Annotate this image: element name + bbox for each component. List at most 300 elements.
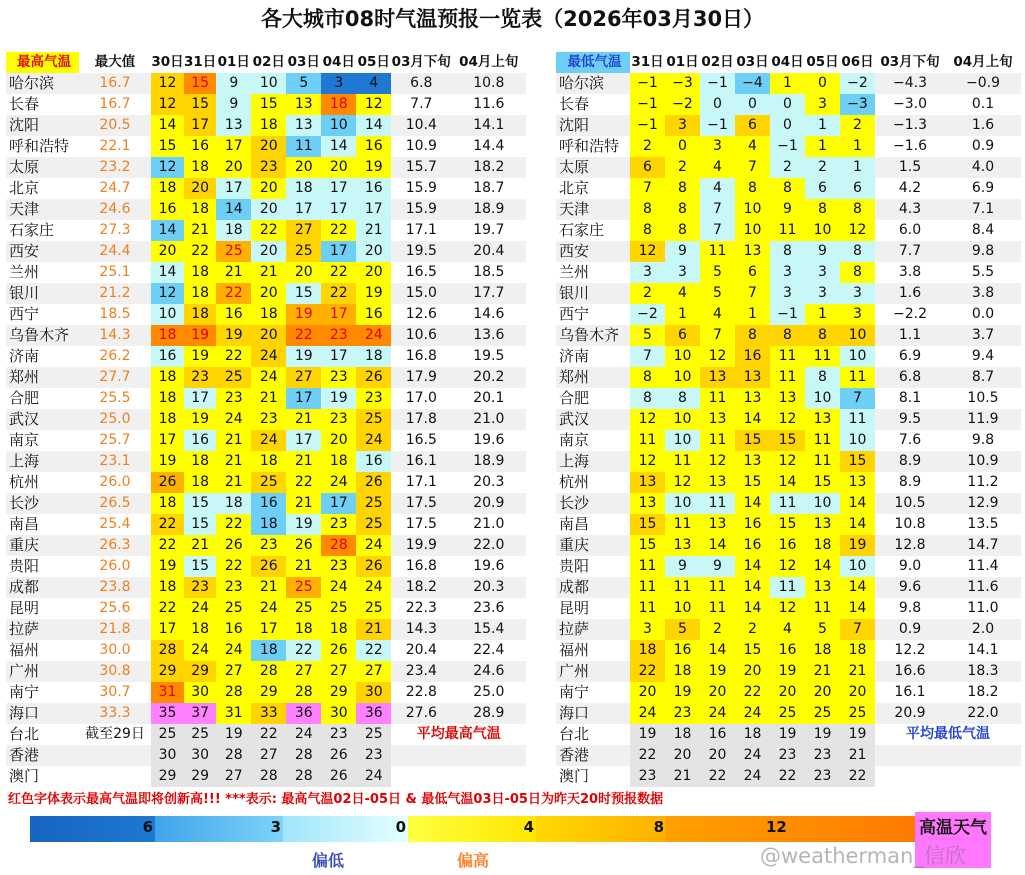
avg-early-april: 21.0 — [451, 514, 526, 535]
table-row — [556, 325, 1021, 346]
temp-cell: 16 — [151, 199, 184, 220]
temp-cell: 15 — [770, 514, 805, 535]
temp-cell: 16 — [251, 493, 286, 514]
temp-cell: 6 — [840, 178, 875, 199]
temp-cell: 11 — [805, 346, 840, 367]
avg-late-march: 18.2 — [391, 577, 451, 598]
temp-cell: 4 — [700, 304, 735, 325]
temp-cell: 3 — [630, 619, 665, 640]
temp-cell: 4 — [700, 157, 735, 178]
city-name: 福州 — [556, 640, 630, 661]
temp-cell: 10 — [665, 367, 700, 388]
temp-cell: 25 — [184, 724, 216, 745]
temp-cell: 22 — [216, 556, 251, 577]
city-name: 香港 — [556, 745, 630, 766]
temp-cell: 2 — [840, 115, 875, 136]
temp-cell: 8 — [770, 178, 805, 199]
avg-late-march: −2.2 — [875, 304, 945, 325]
max-value: 26.2 — [79, 346, 151, 367]
temp-cell: 12 — [770, 556, 805, 577]
temp-cell: 3 — [321, 73, 356, 94]
avg-early-april: 11.2 — [945, 472, 1021, 493]
avg-late-march: 19.5 — [391, 241, 451, 262]
temp-cell: 8 — [840, 262, 875, 283]
avg-early-april: 28.9 — [451, 703, 526, 724]
avg-late-march: 16.1 — [391, 451, 451, 472]
avg-early-april: 18.9 — [451, 451, 526, 472]
temp-cell: 11 — [770, 577, 805, 598]
table-row — [556, 199, 1021, 220]
temp-cell: 25 — [770, 703, 805, 724]
temp-cell: 23 — [321, 325, 356, 346]
temp-cell: 21 — [184, 535, 216, 556]
temp-cell: 14 — [735, 577, 770, 598]
temp-cell: 8 — [805, 367, 840, 388]
temp-cell: 29 — [251, 682, 286, 703]
temp-cell: 23 — [184, 577, 216, 598]
city-name: 杭州 — [556, 472, 630, 493]
max-value: 16.7 — [79, 73, 151, 94]
temp-cell: 18 — [216, 220, 251, 241]
city-name: 成都 — [6, 577, 79, 598]
temp-cell: 14 — [735, 556, 770, 577]
temp-cell: 13 — [735, 388, 770, 409]
temp-cell: 2 — [735, 619, 770, 640]
temp-cell: 18 — [356, 346, 391, 367]
avg-early-april: 13.5 — [945, 514, 1021, 535]
avg-late-march — [875, 745, 945, 766]
temp-cell: 10 — [735, 220, 770, 241]
temp-cell: 10 — [665, 346, 700, 367]
temp-cell: 23 — [356, 388, 391, 409]
temp-cell: 8 — [630, 388, 665, 409]
temp-cell: 24 — [251, 367, 286, 388]
city-name: 昆明 — [6, 598, 79, 619]
avg-early-april: 18.2 — [945, 682, 1021, 703]
temp-cell: 17 — [286, 430, 321, 451]
avg-late-march: 9.6 — [875, 577, 945, 598]
temp-cell: 13 — [216, 115, 251, 136]
table-row — [6, 472, 526, 493]
max-value: 21.2 — [79, 283, 151, 304]
temp-cell: 26 — [356, 367, 391, 388]
temp-cell: 15 — [805, 472, 840, 493]
avg-early-april: 22.0 — [945, 703, 1021, 724]
city-name: 哈尔滨 — [6, 73, 79, 94]
temp-cell: 19 — [216, 325, 251, 346]
temp-cell: 13 — [630, 472, 665, 493]
temp-cell: 16 — [216, 619, 251, 640]
max-value: 25.7 — [79, 430, 151, 451]
city-name: 郑州 — [6, 367, 79, 388]
temp-cell: 14 — [700, 640, 735, 661]
temp-cell: 12 — [630, 241, 665, 262]
temp-cell: 17 — [216, 136, 251, 157]
temp-cell: 21 — [286, 451, 321, 472]
avg-late-march: 6.8 — [391, 73, 451, 94]
temp-cell: 10 — [840, 325, 875, 346]
city-name: 武汉 — [6, 409, 79, 430]
avg-early-april — [945, 766, 1021, 787]
avg-early-april: 20.2 — [451, 367, 526, 388]
avg-late-march: 9.5 — [875, 409, 945, 430]
temp-cell: 16 — [735, 346, 770, 367]
avg-early-april: 10.9 — [945, 451, 1021, 472]
temp-cell: 19 — [356, 157, 391, 178]
city-name: 石家庄 — [556, 220, 630, 241]
temp-cell: 24 — [321, 472, 356, 493]
temp-cell: 17 — [251, 619, 286, 640]
column-header: 最大值 — [94, 54, 136, 70]
column-header: 02日 — [701, 54, 734, 70]
temp-cell: 9 — [216, 94, 251, 115]
temp-cell: 10 — [840, 556, 875, 577]
temp-cell: 25 — [356, 724, 391, 745]
temp-cell: 26 — [251, 556, 286, 577]
temp-cell: 24 — [286, 724, 321, 745]
temp-cell: 8 — [665, 388, 700, 409]
table-row — [6, 619, 526, 640]
temp-cell: 10 — [805, 493, 840, 514]
avg-late-march: 15.9 — [391, 199, 451, 220]
city-name: 太原 — [6, 157, 79, 178]
avg-late-march: 6.9 — [875, 346, 945, 367]
temp-cell: 11 — [770, 367, 805, 388]
city-name: 武汉 — [556, 409, 630, 430]
table-row — [556, 703, 1021, 724]
avg-late-march: 23.4 — [391, 661, 451, 682]
temp-cell: 7 — [735, 283, 770, 304]
avg-late-march: 16.5 — [391, 430, 451, 451]
temp-cell: 23 — [184, 367, 216, 388]
temp-cell: 18 — [184, 199, 216, 220]
temp-cell: −2 — [665, 94, 700, 115]
temp-cell: 7 — [630, 346, 665, 367]
temp-cell: 20 — [805, 682, 840, 703]
city-name: 乌鲁木齐 — [556, 325, 630, 346]
table-row — [6, 73, 526, 94]
temp-cell: 18 — [251, 514, 286, 535]
temp-cell: 9 — [665, 556, 700, 577]
footer-label: 平均最高气温 — [391, 724, 526, 745]
city-name: 重庆 — [6, 535, 79, 556]
temp-cell: 10 — [805, 388, 840, 409]
temp-cell: 4 — [735, 136, 770, 157]
temp-cell: 21 — [216, 451, 251, 472]
avg-early-april — [451, 745, 526, 766]
temp-cell: 23 — [321, 409, 356, 430]
temp-cell: 14 — [735, 493, 770, 514]
table-row — [6, 556, 526, 577]
temp-cell: 22 — [216, 283, 251, 304]
city-name: 杭州 — [6, 472, 79, 493]
temp-cell: 29 — [151, 661, 184, 682]
legend-segment — [30, 816, 155, 842]
avg-late-march: 17.1 — [391, 220, 451, 241]
temp-cell: 20 — [665, 745, 700, 766]
city-name: 长沙 — [556, 493, 630, 514]
column-header: 01日 — [217, 54, 250, 70]
temp-cell: 9 — [805, 241, 840, 262]
city-name: 香港 — [6, 745, 79, 766]
avg-early-april: 14.1 — [451, 115, 526, 136]
temp-cell: 1 — [735, 304, 770, 325]
avg-early-april: 8.7 — [945, 367, 1021, 388]
temp-cell: 19 — [770, 661, 805, 682]
table-row — [556, 94, 1021, 115]
temp-cell: 15 — [184, 493, 216, 514]
temp-cell: 27 — [251, 745, 286, 766]
avg-late-march: 20.4 — [391, 640, 451, 661]
table-row — [556, 73, 1021, 94]
temp-cell: 24 — [356, 535, 391, 556]
temp-cell: 1 — [840, 157, 875, 178]
temp-cell: 5 — [630, 325, 665, 346]
temp-cell: 2 — [805, 157, 840, 178]
temp-cell: 21 — [356, 619, 391, 640]
temp-cell: 14 — [840, 493, 875, 514]
temp-cell: 12 — [151, 157, 184, 178]
temp-cell: 25 — [151, 724, 184, 745]
temp-cell: 14 — [321, 136, 356, 157]
city-name: 天津 — [556, 199, 630, 220]
temp-cell: 22 — [286, 472, 321, 493]
temp-cell: 16 — [184, 136, 216, 157]
city-name: 昆明 — [556, 598, 630, 619]
legend-tick: 8 — [653, 818, 664, 836]
temp-cell: 18 — [184, 472, 216, 493]
table-row — [6, 178, 526, 199]
avg-late-march: 7.7 — [875, 241, 945, 262]
temp-cell: 20 — [286, 262, 321, 283]
temp-cell: 3 — [770, 283, 805, 304]
temp-cell: 2 — [665, 157, 700, 178]
cutoff-label: 截至29日 — [79, 724, 151, 745]
temp-cell: 12 — [665, 472, 700, 493]
temp-cell: 11 — [770, 220, 805, 241]
max-value: 27.7 — [79, 367, 151, 388]
city-name: 南宁 — [556, 682, 630, 703]
table-row — [6, 94, 526, 115]
temp-cell: 5 — [805, 619, 840, 640]
table-row — [556, 766, 1021, 787]
column-header: 04月上旬 — [953, 54, 1013, 70]
table-row — [6, 388, 526, 409]
avg-early-april: 20.1 — [451, 388, 526, 409]
temp-cell: 27 — [321, 661, 356, 682]
avg-early-april: 7.1 — [945, 199, 1021, 220]
temp-cell: 18 — [321, 94, 356, 115]
table-row — [556, 220, 1021, 241]
avg-early-april: 24.6 — [451, 661, 526, 682]
table-row — [6, 535, 526, 556]
avg-late-march: 8.1 — [875, 388, 945, 409]
temp-cell: 10 — [805, 220, 840, 241]
temp-cell: 25 — [356, 493, 391, 514]
temp-cell: 17 — [286, 199, 321, 220]
temp-cell: 0 — [805, 73, 840, 94]
table-row — [6, 409, 526, 430]
temp-cell: 8 — [770, 241, 805, 262]
temp-cell: 9 — [700, 556, 735, 577]
temp-cell: 17 — [184, 115, 216, 136]
temp-cell: 27 — [216, 766, 251, 787]
city-name: 西宁 — [556, 304, 630, 325]
temp-cell: 21 — [356, 220, 391, 241]
temp-cell: 14 — [151, 115, 184, 136]
temp-cell: 18 — [251, 304, 286, 325]
temp-cell: 25 — [321, 598, 356, 619]
temp-cell: 15 — [184, 556, 216, 577]
city-name: 银川 — [556, 283, 630, 304]
temp-cell: 22 — [630, 661, 665, 682]
max-value: 26.3 — [79, 535, 151, 556]
temp-cell: 19 — [184, 325, 216, 346]
temp-cell: −1 — [770, 136, 805, 157]
table-row — [6, 766, 526, 787]
temp-cell: 22 — [321, 220, 356, 241]
temp-cell: 18 — [321, 451, 356, 472]
temp-cell: 25 — [840, 703, 875, 724]
temp-cell: 18 — [184, 451, 216, 472]
avg-late-march: 6.0 — [875, 220, 945, 241]
temp-cell: 30 — [184, 682, 216, 703]
avg-early-april: 3.7 — [945, 325, 1021, 346]
temp-cell: 28 — [151, 640, 184, 661]
temp-cell: 25 — [286, 577, 321, 598]
avg-early-april: 18.9 — [451, 199, 526, 220]
temp-cell: 15 — [630, 514, 665, 535]
temp-cell: 36 — [286, 703, 321, 724]
temp-cell: 0 — [735, 94, 770, 115]
temp-cell: 23 — [321, 556, 356, 577]
column-header: 31日 — [631, 54, 664, 70]
temp-cell: 27 — [286, 661, 321, 682]
temp-cell: 21 — [184, 220, 216, 241]
legend-segment — [155, 816, 283, 842]
temp-cell: 18 — [184, 304, 216, 325]
city-name: 兰州 — [6, 262, 79, 283]
temp-cell: 19 — [770, 724, 805, 745]
temp-cell: 16 — [356, 451, 391, 472]
temp-cell: 20 — [216, 157, 251, 178]
avg-early-april: 22.4 — [451, 640, 526, 661]
temp-cell: 10 — [665, 430, 700, 451]
avg-late-march: 10.6 — [391, 325, 451, 346]
temp-cell: 17 — [356, 199, 391, 220]
temp-cell: 18 — [321, 619, 356, 640]
temp-cell: 31 — [151, 682, 184, 703]
temp-cell: 19 — [184, 409, 216, 430]
temp-cell: 14 — [770, 472, 805, 493]
temp-cell: 25 — [356, 409, 391, 430]
temp-cell: 12 — [356, 94, 391, 115]
legend-label-low: 偏低 — [312, 851, 345, 870]
city-name: 台北 — [6, 724, 79, 745]
max-value: 26.0 — [79, 556, 151, 577]
temp-cell: 22 — [356, 640, 391, 661]
table-row — [6, 703, 526, 724]
max-value: 25.6 — [79, 598, 151, 619]
temp-cell: 2 — [630, 136, 665, 157]
temp-cell: 26 — [286, 535, 321, 556]
temp-cell: 18 — [630, 640, 665, 661]
temp-cell: 24 — [356, 430, 391, 451]
temp-cell: 28 — [321, 535, 356, 556]
temp-cell: 19 — [840, 724, 875, 745]
temp-cell: 21 — [286, 556, 321, 577]
avg-late-march: 7.7 — [391, 94, 451, 115]
temp-cell: 3 — [805, 283, 840, 304]
max-value: 23.1 — [79, 451, 151, 472]
avg-early-april: 5.5 — [945, 262, 1021, 283]
temp-cell: 24 — [700, 703, 735, 724]
avg-early-april: 11.0 — [945, 598, 1021, 619]
temp-cell: 1 — [770, 73, 805, 94]
avg-late-march: 16.5 — [391, 262, 451, 283]
avg-late-march: 20.9 — [875, 703, 945, 724]
temp-cell: 0 — [770, 115, 805, 136]
city-name: 西安 — [556, 241, 630, 262]
temp-cell: 8 — [840, 241, 875, 262]
table-row — [556, 262, 1021, 283]
temp-cell: 7 — [840, 388, 875, 409]
temp-cell: 17 — [321, 493, 356, 514]
temp-cell: 22 — [840, 766, 875, 787]
max-value: 20.5 — [79, 115, 151, 136]
avg-late-march: 1.1 — [875, 325, 945, 346]
temp-cell: 11 — [700, 241, 735, 262]
temp-cell: 10 — [665, 598, 700, 619]
avg-early-april: 2.0 — [945, 619, 1021, 640]
temp-cell: 6 — [630, 157, 665, 178]
legend-segment — [408, 816, 536, 842]
temp-cell: 11 — [770, 346, 805, 367]
temp-cell: 18 — [251, 451, 286, 472]
temp-cell: 23 — [321, 514, 356, 535]
avg-late-march: 15.9 — [391, 178, 451, 199]
temp-cell: 28 — [286, 745, 321, 766]
temp-cell: 17 — [321, 241, 356, 262]
temp-cell: 22 — [286, 325, 321, 346]
temp-cell: 3 — [630, 262, 665, 283]
temp-cell: 17 — [321, 178, 356, 199]
temp-cell: 24 — [184, 640, 216, 661]
temp-cell: 27 — [356, 661, 391, 682]
temp-cell: 21 — [840, 661, 875, 682]
temp-cell: 13 — [700, 472, 735, 493]
temp-cell: 24 — [216, 409, 251, 430]
temp-cell: 24 — [251, 430, 286, 451]
temp-cell: 12 — [770, 451, 805, 472]
city-name: 北京 — [556, 178, 630, 199]
temp-cell: 8 — [735, 325, 770, 346]
temp-cell: 12 — [770, 598, 805, 619]
temp-cell: 16 — [356, 136, 391, 157]
temp-cell: 11 — [665, 514, 700, 535]
temp-cell: 15 — [251, 94, 286, 115]
temp-cell: 24 — [216, 640, 251, 661]
temp-cell: −1 — [630, 94, 665, 115]
avg-late-march: 17.5 — [391, 493, 451, 514]
city-name: 乌鲁木齐 — [6, 325, 79, 346]
temp-cell: 8 — [630, 367, 665, 388]
temp-cell: 14 — [840, 598, 875, 619]
watermark: @weatherman_信欣 — [760, 844, 966, 868]
color-legend — [30, 816, 916, 842]
temp-cell: 3 — [700, 136, 735, 157]
temp-cell: 15 — [184, 94, 216, 115]
